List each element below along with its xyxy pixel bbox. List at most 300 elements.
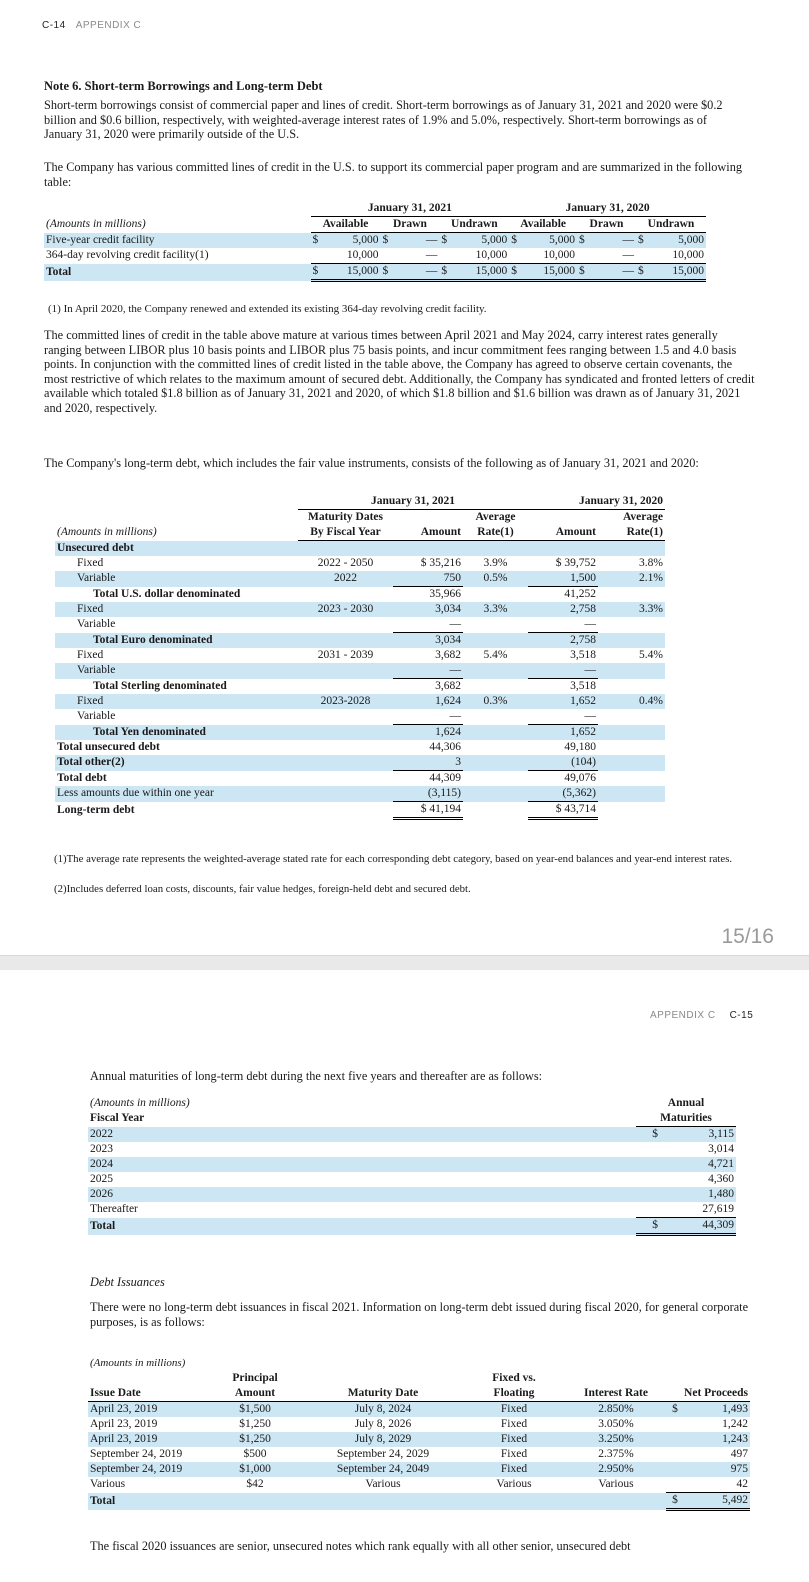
maturity-cell: 2022 - 2050: [317, 557, 374, 569]
maturity-date-cell: July 8, 2024: [304, 1402, 462, 1418]
issue-date-cell: September 24, 2019: [90, 1448, 183, 1460]
short-term-paragraph: Short-term borrowings consist of commercial paper and lines of credit. Short-term borrowings as of January 31, 2021 and 2020 were $0.2 billion and $0.6 billion, respectively, with weighted-average interest rates of 1.9% and 5.0%, respectively. Short-term borrowings as of January 31, 2020 were primarily outside of the U.S.: [44, 98, 723, 142]
maturity-cell: [298, 771, 393, 787]
debt-row: [55, 694, 665, 709]
maturity-cell: 2022: [298, 571, 393, 587]
amount-2020-cell: 41,252: [564, 588, 596, 600]
cell: [380, 248, 395, 264]
currency-cell: $: [666, 1402, 684, 1418]
amount-2021-cell: 3,682: [435, 649, 461, 661]
page-c15: [0, 970, 809, 1582]
credit-group-2021: January 31, 2021: [311, 201, 510, 217]
debt-row: [55, 771, 665, 787]
cell: [577, 248, 592, 264]
page-counter: 15/16: [721, 925, 774, 948]
amount-2020-cell: —: [528, 709, 598, 725]
long-term-debt-intro: The Company's long-term debt, which includes the fair value instruments, consists of the following as of January 31, 2021 and 2020:: [44, 456, 699, 470]
fixed-floating-cell: Fixed: [500, 1418, 528, 1430]
amount-2020-cell: 2,758: [528, 633, 598, 649]
issuance-header-row-2: [88, 1386, 750, 1402]
interest-rate-cell: 3.050%: [598, 1418, 634, 1430]
principal-cell: $1,250: [239, 1418, 271, 1430]
rate-2021-cell: [463, 755, 528, 771]
maturity-cell: [298, 725, 393, 741]
debt-row: [55, 740, 665, 755]
maturity-cell: [298, 786, 393, 802]
cell: 10,000: [326, 248, 381, 264]
fiscal-year-cell: Thereafter: [90, 1203, 138, 1216]
amount-2020-cell: 1,652: [528, 725, 598, 741]
rate-2020-cell: 0.4%: [598, 694, 665, 709]
issuance-row: [88, 1477, 750, 1493]
debt-row: [55, 663, 665, 679]
col-avg2-line1: Average: [622, 511, 663, 523]
cell: $: [636, 264, 651, 281]
credit-group-2020: January 31, 2020: [509, 201, 706, 217]
amount-2021-cell: 3,034: [393, 602, 463, 617]
credit-column-header-row: [44, 217, 706, 233]
cell: —: [592, 264, 636, 281]
maturity-date-cell: September 24, 2029: [336, 1448, 430, 1460]
credit-row-total: [44, 264, 706, 281]
principal-cell: $1,000: [206, 1462, 304, 1477]
credit-group-header-row: [44, 201, 706, 217]
row-label: Variable: [77, 710, 116, 723]
cell: —: [396, 233, 440, 249]
credit-row-five-year: [44, 233, 706, 249]
debt-row: [55, 648, 665, 663]
amount-2021-cell: 1,624: [393, 725, 463, 741]
debt-group-2020: January 31, 2020: [528, 494, 665, 510]
amount-2020-cell: 1,652: [528, 694, 598, 709]
net-proceeds-cell: 497: [730, 1448, 748, 1460]
row-label: Fixed: [77, 557, 104, 569]
page-header: [650, 1010, 753, 1021]
maturity-cell: [298, 755, 393, 771]
rate-2021-cell: [463, 802, 528, 819]
maturity-row: [88, 1187, 736, 1202]
rate-2020-cell: 3.3%: [598, 602, 665, 617]
row-label: Five-year credit facility: [44, 233, 311, 249]
maturities-header-row-2: [88, 1111, 736, 1127]
col-maturity-date: Maturity Date: [304, 1386, 462, 1402]
maturity-cell: [298, 617, 393, 633]
row-label: Total Yen denominated: [55, 725, 298, 741]
cell: $: [509, 264, 524, 281]
credit-facility-table: [44, 201, 706, 282]
issue-date-cell: April 23, 2019: [90, 1418, 158, 1430]
cell: [311, 248, 326, 264]
debt-row: [55, 679, 665, 695]
fixed-floating-cell: Various: [496, 1478, 532, 1491]
rate-2021-cell: 3.9%: [483, 557, 508, 569]
rate-2020-cell: [598, 771, 665, 787]
maturities-intro: Annual maturities of long-term debt during the next five years and thereafter are as follows:: [90, 1069, 543, 1083]
maturity-cell: [298, 709, 393, 725]
col-avg-line2: Rate(1): [463, 525, 528, 541]
maturity-cell: 2023-2028: [298, 694, 393, 709]
currency-cell: [666, 1432, 684, 1447]
amount-2021-cell: 44,306: [429, 741, 461, 753]
col-available-2020: Available: [509, 217, 577, 233]
cell: —: [592, 248, 636, 264]
cell: —: [396, 248, 440, 264]
closing-text: The fiscal 2020 issuances are senior, unsecured notes which rank equally with all other senior, unsecured debt: [90, 1539, 631, 1553]
fiscal-year-cell: 2025: [90, 1173, 113, 1185]
row-label: Variable: [55, 663, 298, 679]
fixed-floating-cell: Fixed: [500, 1448, 528, 1460]
maturity-amount-cell: 4,360: [708, 1173, 734, 1185]
rate-2021-cell: [463, 541, 528, 557]
debt-footnote-2: (2)Includes deferred loan costs, discounts, fair value hedges, foreign-held debt and secured debt.: [54, 883, 471, 895]
net-proceeds-cell: 42: [684, 1477, 750, 1493]
cell: 10,000: [525, 248, 577, 264]
maturity-cell: [298, 802, 393, 819]
debt-row: [55, 709, 665, 725]
maturity-cell: 2023 - 2030: [298, 602, 393, 617]
rate-2021-cell: [463, 587, 528, 603]
amount-2021-cell: 3: [393, 755, 463, 771]
principal-cell: [206, 1493, 304, 1510]
issue-date-cell: Various: [90, 1478, 126, 1491]
currency-cell: [666, 1462, 684, 1477]
principal-cell: $42: [246, 1478, 264, 1491]
cell: $: [577, 264, 592, 281]
debt-issuances-heading: Debt Issuances: [90, 1275, 165, 1289]
maturity-row: [88, 1142, 736, 1157]
fiscal-year-cell: 2023: [90, 1143, 113, 1155]
row-label: Total debt: [57, 771, 107, 784]
appendix-label: APPENDIX C: [650, 1010, 716, 1021]
debt-row: [55, 556, 665, 571]
maturity-row: [88, 1202, 736, 1218]
amount-2020-cell: 49,180: [564, 741, 596, 753]
currency-cell: [636, 1142, 660, 1157]
rate-2020-cell: [598, 679, 665, 695]
row-label: Fixed: [55, 694, 298, 709]
rate-2020-cell: [598, 786, 665, 802]
net-proceeds-cell: 1,493: [684, 1402, 750, 1418]
maturity-date-cell: July 8, 2026: [354, 1418, 412, 1430]
col-undrawn-2020: Undrawn: [636, 217, 706, 233]
col-maturity-line1: Maturity Dates: [307, 511, 384, 523]
interest-rate-cell: 3.250%: [566, 1432, 666, 1447]
rate-2021-cell: 0.5%: [463, 571, 528, 587]
amount-2020-cell: [528, 541, 598, 557]
currency-cell: [666, 1417, 684, 1432]
maturity-amount-cell: 3,115: [660, 1127, 736, 1143]
amount-2020-cell: (104): [528, 755, 598, 771]
rate-2020-cell: [598, 587, 665, 603]
maturity-amount-cell: 1,480: [660, 1187, 736, 1202]
issuance-amounts-row: [88, 1356, 750, 1371]
interest-rate-cell: 2.375%: [598, 1448, 634, 1460]
cell: [636, 248, 651, 264]
rate-2020-cell: 5.4%: [639, 649, 663, 661]
issuance-row: [88, 1417, 750, 1432]
principal-cell: $1,500: [206, 1402, 304, 1418]
row-label: Total unsecured debt: [57, 741, 160, 753]
rate-2021-cell: 0.3%: [463, 694, 528, 709]
issuance-row: [88, 1493, 750, 1510]
rate-2021-cell: [463, 679, 528, 695]
row-label: Fixed: [77, 649, 104, 661]
page-number: C-14: [42, 20, 66, 31]
debt-group-2021: January 31, 2021: [298, 494, 528, 510]
debt-header-row-1: [55, 510, 665, 526]
debt-issuances-paragraph: There were no long-term debt issuances in fiscal 2021. Information on long-term debt issued during fiscal 2020, for general corporate purposes, is as follows:: [90, 1300, 749, 1329]
amount-2021-cell: 1,624: [393, 694, 463, 709]
col-drawn-2021: Drawn: [380, 217, 439, 233]
issuance-row: [88, 1447, 750, 1462]
rate-2021-cell: [463, 617, 528, 633]
cell: $: [439, 264, 454, 281]
row-label: Variable: [77, 618, 116, 631]
cell: $: [311, 264, 326, 281]
maturity-date-cell: Various: [365, 1478, 401, 1491]
cell: $: [577, 233, 592, 249]
debt-row: [55, 602, 665, 617]
cell: $: [380, 264, 395, 281]
amount-2021-cell: $ 41,194: [393, 802, 463, 819]
col-principal-line1: Principal: [232, 1372, 278, 1384]
amount-2021-cell: 44,309: [429, 772, 461, 784]
issuance-header-row-1: [88, 1371, 750, 1386]
cell: 5,000: [525, 233, 577, 249]
maturity-cell: [298, 633, 393, 649]
principal-cell: $1,250: [206, 1432, 304, 1447]
amounts-label: (Amounts in millions): [90, 1097, 190, 1109]
issue-date-cell: April 23, 2019: [88, 1402, 206, 1418]
credit-footnote: (1) In April 2020, the Company renewed and extended its existing 364-day revolving credit facility.: [48, 303, 487, 315]
row-label: Total U.S. dollar denominated: [93, 587, 241, 600]
debt-row: [55, 786, 665, 802]
amount-2021-cell: 750: [393, 571, 463, 587]
debt-row: [55, 571, 665, 587]
amounts-label: (Amounts in millions): [46, 218, 146, 230]
col-annual-line1: Annual: [667, 1097, 705, 1109]
col-issue-date: Issue Date: [88, 1386, 206, 1402]
maturity-cell: [298, 740, 393, 755]
row-label: Unsecured debt: [55, 541, 298, 557]
issuance-table: [88, 1356, 750, 1511]
cell: 10,000: [651, 248, 706, 264]
rate-2020-cell: [598, 740, 665, 755]
col-net-proceeds: Net Proceeds: [666, 1386, 750, 1402]
rate-2020-cell: [598, 725, 665, 741]
rate-2021-cell: 5.4%: [483, 649, 508, 661]
currency-cell: [636, 1157, 660, 1172]
col-avg-line1: Average: [475, 511, 516, 523]
amount-2020-cell: —: [528, 663, 598, 679]
cell: 10,000: [455, 248, 510, 264]
cell: 15,000: [455, 264, 510, 281]
cell: —: [396, 264, 440, 281]
amount-2020-cell: —: [528, 617, 598, 633]
col-maturity-line2: By Fiscal Year: [298, 525, 393, 541]
rate-2021-cell: [463, 633, 528, 649]
amount-2021-cell: 35,966: [429, 588, 461, 600]
amount-2021-cell: 3,034: [393, 633, 463, 649]
long-term-debt-table: [55, 494, 665, 820]
rate-2021-cell: [463, 786, 528, 802]
rate-2021-cell: 3.3%: [463, 602, 528, 617]
maturities-table-body: [88, 1127, 736, 1235]
cell: [509, 248, 524, 264]
amounts-label: (Amounts in millions): [90, 1357, 186, 1369]
cell: $: [380, 233, 395, 249]
rate-2020-cell: [598, 541, 665, 557]
issuance-row: [88, 1462, 750, 1477]
page-number: C-15: [729, 1010, 754, 1021]
cell: $: [509, 233, 524, 249]
principal-cell: $500: [243, 1448, 267, 1460]
maturities-table: [88, 1096, 736, 1236]
maturity-amount-cell: 44,309: [660, 1218, 736, 1235]
debt-footnote-1: (1)The average rate represents the weighted-average stated rate for each corresponding debt category, based on year-end balances and year-end interest rates.: [54, 853, 733, 865]
cell: $: [636, 233, 651, 249]
appendix-label: APPENDIX C: [75, 20, 142, 31]
row-label: Less amounts due within one year: [55, 786, 298, 802]
cell: —: [592, 233, 636, 249]
row-label: 364-day revolving credit facility(1): [46, 249, 209, 262]
net-proceeds-cell: 975: [684, 1462, 750, 1477]
debt-row: [55, 587, 665, 603]
cell: 15,000: [525, 264, 577, 281]
maturity-cell: [298, 679, 393, 695]
col-fixed-line1: Fixed vs.: [492, 1372, 536, 1384]
row-label: Fixed: [55, 602, 298, 617]
debt-row: [55, 633, 665, 649]
net-proceeds-cell: 1,242: [722, 1418, 748, 1430]
amount-2020-cell: 1,500: [528, 571, 598, 587]
row-label: Long-term debt: [57, 803, 135, 816]
cell: $: [439, 233, 454, 249]
issue-date-cell: April 23, 2019: [88, 1432, 206, 1447]
page-header: [42, 20, 141, 31]
amount-2020-cell: $ 39,752: [555, 557, 596, 569]
row-label: Total Sterling denominated: [93, 679, 227, 692]
rate-2021-cell: [463, 725, 528, 741]
cell: 5,000: [455, 233, 510, 249]
issuance-row: [88, 1432, 750, 1447]
col-interest-rate: Interest Rate: [566, 1386, 666, 1402]
rate-2020-cell: [598, 709, 665, 725]
fixed-floating-cell: Fixed: [462, 1432, 566, 1447]
fiscal-year-cell: Total: [88, 1218, 636, 1235]
net-proceeds-cell: 1,243: [684, 1432, 750, 1447]
rate-2020-cell: [598, 617, 665, 633]
rate-2021-cell: [463, 740, 528, 755]
amount-2020-cell: $ 43,714: [528, 802, 598, 819]
debt-row: [55, 541, 665, 557]
rate-2020-cell: 3.8%: [639, 557, 663, 569]
maturity-date-cell: September 24, 2049: [304, 1462, 462, 1477]
debt-row: [55, 755, 665, 771]
col-principal-line2: Amount: [206, 1386, 304, 1402]
issue-date-cell: Total: [88, 1493, 206, 1510]
row-label: Total: [44, 264, 311, 281]
debt-header-row-2: [55, 525, 665, 541]
amount-2020-cell: 2,758: [528, 602, 598, 617]
maturities-header-row-1: [88, 1096, 736, 1111]
fixed-floating-cell: Fixed: [462, 1462, 566, 1477]
fixed-floating-cell: [462, 1493, 566, 1510]
maturity-cell: [298, 663, 393, 679]
currency-cell: $: [636, 1127, 660, 1143]
col-amount-2021: Amount: [393, 525, 463, 541]
amount-2021-cell: 3,682: [435, 680, 461, 692]
currency-cell: $: [636, 1218, 660, 1235]
maturity-row: [88, 1157, 736, 1172]
page-separator: [0, 955, 809, 971]
amount-2021-cell: —: [393, 709, 463, 725]
amount-2020-cell: 3,518: [570, 649, 596, 661]
maturity-row: [88, 1172, 736, 1187]
rate-2021-cell: [463, 771, 528, 787]
currency-cell: [636, 1187, 660, 1202]
credit-row-364-day: [44, 248, 706, 264]
committed-lines-paragraph: The committed lines of credit in the table above mature at various times between April 2021 and May 2024, carry interest rates generally ranging between LIBOR plus 10 basis points and LIBOR plus 75 basis points, and incur commitment fees ranging between 1.5 and 4.0 basis points. In conjunction with the committed lines of credit listed in the table above, the Company has agreed to observe certain covenants, the most restrictive of which relates to the maximum amount of secured debt. Additionally, the Company has syndicated and fronted letters of credit available which totaled $1.8 billion as of January 31, 2021 and 2020, of which $1.8 billion and $1.6 billion was drawn as of January 31, 2021 and 2020, respectively.: [44, 328, 755, 415]
rate-2020-cell: [598, 755, 665, 771]
col-undrawn-2021: Undrawn: [439, 217, 509, 233]
rate-2020-cell: [598, 663, 665, 679]
currency-cell: [666, 1477, 684, 1493]
maturity-cell: [298, 587, 393, 603]
amount-2021-cell: —: [393, 617, 463, 633]
currency-cell: [636, 1172, 660, 1187]
amounts-label: (Amounts in millions): [57, 526, 157, 539]
fixed-floating-cell: Fixed: [462, 1402, 566, 1418]
rate-2020-cell: 2.1%: [598, 571, 665, 587]
rate-2021-cell: [463, 663, 528, 679]
rate-2020-cell: [598, 633, 665, 649]
debt-table-body: [55, 541, 665, 819]
issuance-row: [88, 1402, 750, 1418]
row-label: Total Euro denominated: [55, 633, 298, 649]
debt-row: [55, 725, 665, 741]
cell: 15,000: [326, 264, 381, 281]
maturity-row: [88, 1218, 736, 1235]
net-proceeds-cell: 5,492: [684, 1493, 750, 1510]
col-fiscal-year: Fiscal Year: [90, 1112, 145, 1125]
maturity-amount-cell: 27,619: [660, 1202, 736, 1218]
interest-rate-cell: 2.950%: [566, 1462, 666, 1477]
cell: 5,000: [651, 233, 706, 249]
rate-2020-cell: [598, 802, 665, 819]
maturity-amount-cell: 3,014: [708, 1143, 734, 1155]
cell: [439, 248, 454, 264]
debt-row: [55, 617, 665, 633]
col-annual-line2: Maturities: [636, 1111, 736, 1127]
note-title: Note 6. Short-term Borrowings and Long-term Debt: [44, 79, 323, 93]
col-available-2021: Available: [311, 217, 381, 233]
col-drawn-2020: Drawn: [577, 217, 636, 233]
interest-rate-cell: [566, 1493, 666, 1510]
fiscal-year-cell: 2024: [88, 1157, 636, 1172]
fiscal-year-cell: 2022: [88, 1127, 636, 1143]
debt-row: [55, 802, 665, 819]
amount-2021-cell: $ 35,216: [420, 557, 461, 569]
maturity-cell: [298, 541, 393, 557]
maturity-amount-cell: 4,721: [660, 1157, 736, 1172]
row-label: Variable: [55, 571, 298, 587]
currency-cell: [666, 1447, 684, 1462]
maturity-date-cell: [304, 1493, 462, 1510]
maturity-date-cell: July 8, 2029: [304, 1432, 462, 1447]
amount-2021-cell: —: [393, 663, 463, 679]
amount-2021-cell: (3,115): [393, 786, 463, 802]
